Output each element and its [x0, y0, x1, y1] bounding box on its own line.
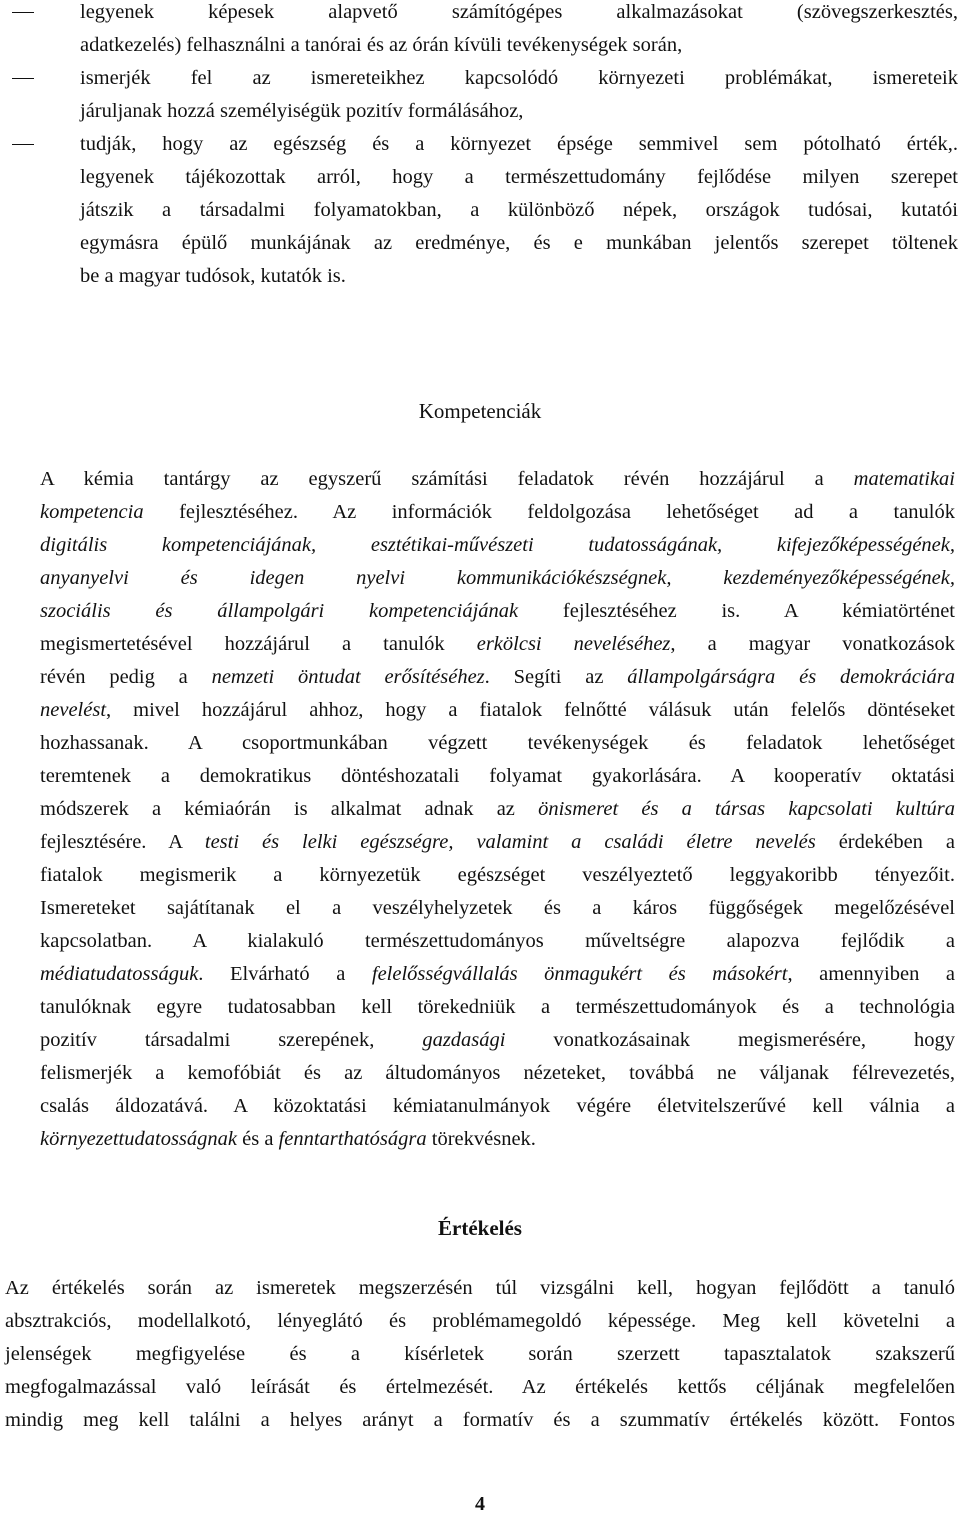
list-item-line: egymásra épülő munkájának az eredménye, és e munkában jelentős szerepet töltenek	[80, 232, 958, 254]
emphasized-text: digitális kompetenciájának, esztétikai-művészeti tudatosságának, kifejezőképességének,	[40, 534, 955, 556]
emphasized-text: nevelést	[40, 699, 107, 721]
list-item-line: legyenek képesek alapvető számítógépes alkalmazásokat (szövegszerkesztés,	[80, 1, 958, 23]
text-run: fejlesztéséhez is. A kémiatörténet	[518, 600, 955, 622]
paragraph-line	[40, 859, 955, 892]
paragraph-line	[40, 925, 955, 958]
text-run: révén pedig a	[40, 666, 212, 688]
emphasized-text: kompetencia	[40, 501, 144, 523]
paragraph-line: megfogalmazással való leírását és értelmezését. Az értékelés kettős céljának megfelelően	[5, 1376, 955, 1398]
text-run: , mivel hozzájárul ahhoz, hogy a fiatalok felnőtté válásuk után felelős döntéseket	[106, 699, 955, 721]
text-run: fiatalok megismerik a környezetük egészséget veszélyeztető leggyakoribb tényezőit.	[40, 864, 955, 886]
emphasized-text: anyanyelvi és idegen nyelvi kommunikációkészségnek, kezdeményezőképességének,	[40, 567, 955, 589]
paragraph-line	[40, 892, 955, 925]
list-item-line: legyenek tájékozottak arról, hogy a természettudomány fejlődése milyen szerepet	[80, 166, 958, 188]
emphasized-text: matematikai	[853, 468, 955, 490]
list-item-line: ismerjék fel az ismereteikhez kapcsolódó környezeti problémákat, ismereteik	[80, 67, 958, 89]
list-item	[0, 0, 958, 62]
text-run: kapcsolatban. A kialakuló természettudományos műveltségre alapozva fejlődik a	[40, 930, 955, 952]
paragraph-line	[40, 991, 955, 1024]
paragraph-line	[40, 760, 955, 793]
text-run: vonatkozásainak megismerésére, hogy	[505, 1029, 955, 1051]
text-run: törekvésnek.	[426, 1128, 536, 1150]
list-item-line: járuljanak hozzá személyiségük pozitív formálásához,	[80, 100, 524, 122]
emphasized-text: felelősségvállalás önmagukért és másokért	[371, 963, 788, 985]
paragraph-line	[40, 1123, 955, 1156]
emphasized-text: erkölcsi neveléséhez	[476, 633, 671, 655]
text-run: pozitív társadalmi szerepének,	[40, 1029, 423, 1051]
emphasized-text: fenntarthatóságra	[278, 1128, 427, 1150]
text-run: . Segíti az	[484, 666, 628, 688]
paragraph-line	[40, 661, 955, 694]
emphasized-text: gazdasági	[422, 1029, 506, 1051]
paragraph-line	[40, 496, 955, 529]
paragraph-line: Az értékelés során az ismeretek megszerzésén túl vizsgálni kell, hogyan fejlődött a tanuló	[5, 1277, 955, 1299]
text-run: érdekében a	[815, 831, 955, 853]
dash-bullet-icon	[12, 78, 34, 79]
paragraph-line	[40, 529, 955, 562]
text-run: teremtenek a demokratikus döntéshozatali folyamat gyakorlására. A kooperatív oktatási	[40, 765, 955, 787]
paragraph-line	[40, 826, 955, 859]
section-heading-kompetenciak: Kompetenciák	[418, 399, 542, 423]
list-item	[0, 62, 958, 128]
text-run: felismerjék a kemofóbiát és az áltudományos nézeteket, továbbá ne váljanak félrevezetés,	[40, 1062, 955, 1084]
objectives-list	[0, 0, 960, 297]
emphasized-text: önismeret és a társas kapcsolati kultúra	[538, 798, 956, 820]
paragraph-line	[40, 694, 955, 727]
emphasized-text: környezettudatosságnak	[40, 1128, 237, 1150]
paragraph-line	[40, 958, 955, 991]
paragraph-line	[40, 595, 955, 628]
emphasized-text: médiatudatosságuk	[40, 963, 199, 985]
page-number: 4	[475, 1493, 485, 1515]
paragraph-line: mindig meg kell találni a helyes arányt a formatív és a szummatív értékelés között. Fontos	[5, 1409, 955, 1431]
text-run: tanulóknak egyre tudatosabban kell törekedniük a természettudományok és a technológia	[40, 996, 955, 1018]
text-run: módszerek a kémiaórán is alkalmat adnak az	[40, 798, 539, 820]
text-run: és a	[237, 1128, 279, 1150]
ertekeles-paragraph	[5, 1272, 955, 1437]
dash-bullet-icon	[12, 12, 34, 13]
kompetenciak-paragraph	[40, 463, 955, 1156]
dash-bullet-icon	[12, 144, 34, 145]
text-run: hozhassanak. A csoportmunkában végzett tevékenységek és feladatok lehetőséget	[40, 732, 955, 754]
emphasized-text: testi és lelki egészségre, valamint a családi életre nevelés	[204, 831, 816, 853]
text-run: fejlesztéséhez. Az információk feldolgozása lehetőséget ad a tanulók	[143, 501, 955, 523]
paragraph-line	[40, 1057, 955, 1090]
emphasized-text: szociális és állampolgári kompetenciájának	[40, 600, 519, 622]
paragraph-line	[40, 793, 955, 826]
emphasized-text: nemzeti öntudat erősítéséhez	[211, 666, 485, 688]
list-item	[0, 128, 958, 293]
list-item-line: játszik a társadalmi folyamatokban, a különböző népek, országok tudósai, kutatói	[80, 199, 958, 221]
text-run: Ismereteket sajátítanak el a veszélyhelyzetek és a káros függőségek megelőzésével	[40, 897, 955, 919]
text-run: A kémia tantárgy az egyszerű számítási feladatok révén hozzájárul a	[40, 468, 854, 490]
paragraph-line: jelenségek megfigyelése és a kísérletek során szerzett tapasztalatok szakszerű	[5, 1343, 955, 1365]
text-run: , a magyar vonatkozások	[670, 633, 955, 655]
list-item-line: be a magyar tudósok, kutatók is.	[80, 265, 346, 287]
text-run: , amennyiben a	[787, 963, 955, 985]
paragraph-line	[40, 562, 955, 595]
text-run: csalás áldozatává. A közoktatási kémiatanulmányok végére életvitelszerűvé kell válnia a	[40, 1095, 955, 1117]
paragraph-line	[40, 1090, 955, 1123]
list-item-line: adatkezelés) felhasználni a tanórai és az órán kívüli tevékenységek során,	[80, 34, 683, 56]
paragraph-line: absztrakciós, modellalkotó, lényeglátó és problémamegoldó képessége. Meg kell követelni a	[5, 1310, 955, 1332]
list-item-line: tudják, hogy az egészség és a környezet épsége semmivel sem pótolható érték,.	[80, 133, 958, 155]
paragraph-line	[40, 628, 955, 661]
emphasized-text: állampolgárságra és demokráciára	[627, 666, 955, 688]
paragraph-line	[40, 1024, 955, 1057]
text-run: . Elvárható a	[198, 963, 372, 985]
paragraph-line	[40, 463, 955, 496]
text-run: megismertetésével hozzájárul a tanulók	[40, 633, 477, 655]
section-heading-ertekeles: Értékelés	[438, 1216, 522, 1240]
paragraph-line	[40, 727, 955, 760]
text-run: fejlesztésére. A	[40, 831, 205, 853]
